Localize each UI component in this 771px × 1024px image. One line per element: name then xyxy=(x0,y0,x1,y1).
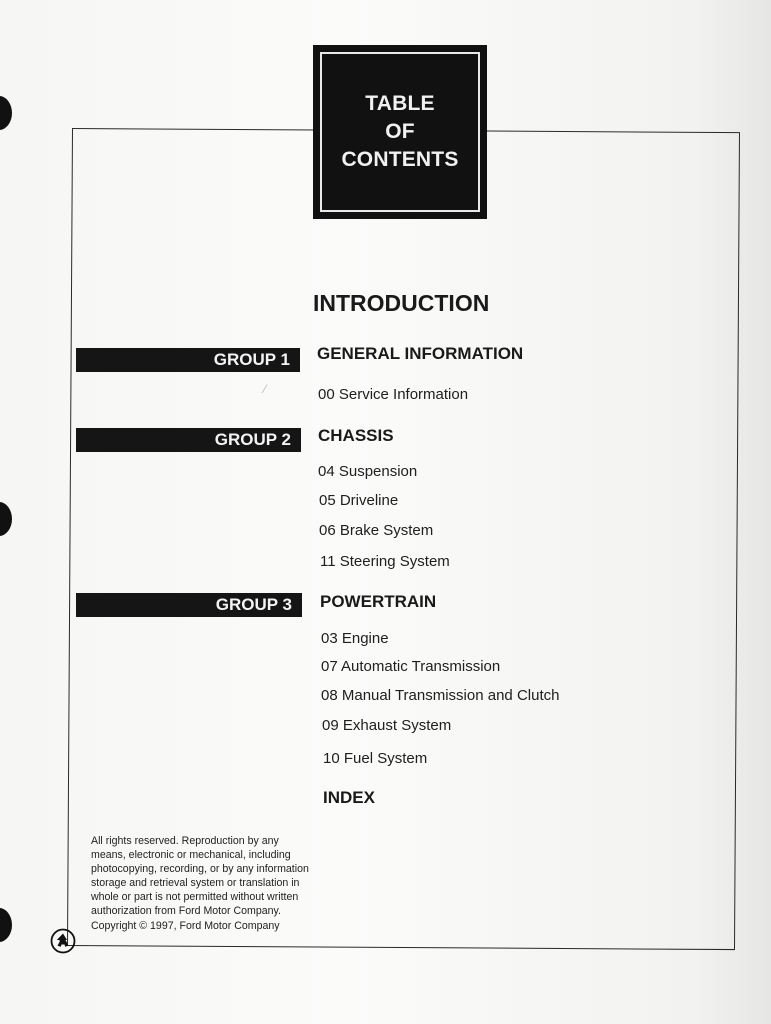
group-1-bar xyxy=(76,348,300,372)
contents-item: 08 Manual Transmission and Clutch xyxy=(321,687,560,704)
group-1-title: GENERAL INFORMATION xyxy=(317,344,524,363)
title-line: TABLE xyxy=(365,92,435,115)
contents-frame xyxy=(67,128,740,950)
group-3-title: POWERTRAIN xyxy=(320,592,437,611)
contents-item: 10 Fuel System xyxy=(323,750,428,767)
contents-item: 04 Suspension xyxy=(318,463,418,480)
contents-item: 03 Engine xyxy=(321,630,389,647)
group-label: GROUP 1 xyxy=(213,350,290,369)
title-line: OF xyxy=(385,120,415,143)
contents-item: 00 Service Information xyxy=(318,386,469,403)
index-heading: INDEX xyxy=(323,788,375,807)
contents-item: 07 Automatic Transmission xyxy=(321,658,501,675)
binder-hole-icon xyxy=(0,96,12,130)
title-box xyxy=(313,45,487,219)
introduction-heading: INTRODUCTION xyxy=(313,290,490,316)
rights-text: All rights reserved. Reproduction by any means, electronic or mechanical, including photocopying, recording, or by any information storage and retrieval system or translation in whole or part is not permitted without written authorization from Ford Motor Company. xyxy=(91,835,309,918)
recycle-icon xyxy=(50,928,76,954)
group-label: GROUP 3 xyxy=(215,595,292,614)
title-line: CONTENTS xyxy=(341,148,459,171)
binder-hole-icon xyxy=(0,908,12,942)
contents-item: 05 Driveline xyxy=(319,492,399,509)
contents-item: 11 Steering System xyxy=(320,553,450,570)
rights-notice xyxy=(91,834,316,933)
copyright-line: Copyright © 1997, Ford Motor Company xyxy=(91,919,280,932)
page-title xyxy=(320,52,480,212)
group-label: GROUP 2 xyxy=(214,430,291,449)
group-2-bar xyxy=(76,428,301,452)
contents-item: 06 Brake System xyxy=(319,522,434,539)
group-2-title: CHASSIS xyxy=(318,426,394,445)
scan-mark: ⁄ xyxy=(264,382,267,396)
binder-hole-icon xyxy=(0,502,12,536)
group-3-bar xyxy=(76,593,302,617)
contents-item: 09 Exhaust System xyxy=(322,717,452,734)
